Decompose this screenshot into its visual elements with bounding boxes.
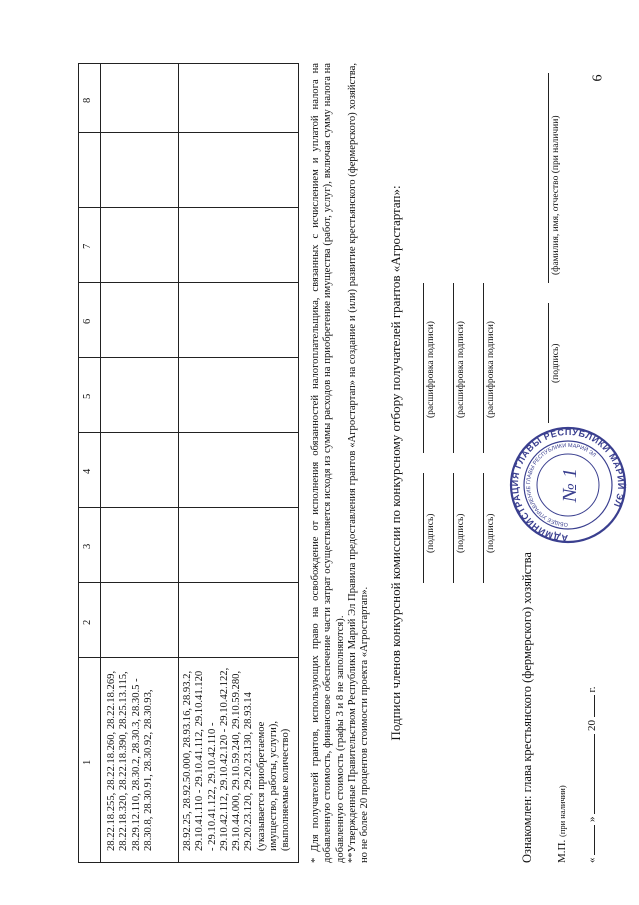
table-col-border (78, 432, 298, 433)
table-col-border (78, 207, 298, 208)
table-top-border (78, 63, 79, 863)
stamp-number: № 1 (559, 468, 581, 502)
table-header-border (100, 63, 101, 863)
column-number: 3 (82, 543, 93, 549)
commission-signature-row: (подпись) (расшифровка подписи) (453, 223, 481, 583)
table-col-border (78, 507, 298, 508)
column-number: 1 (82, 759, 93, 765)
table-row-okpd-codes: 28.22.18.255, 28.22.18.260, 28.22.18.269, 28.22.18.320, 28.22.18.390, 28.25.13.115, 28.29.12.110, 28.30.2, 28.30.3, 28.30.5 - 28.30.8, 28.30.91, 28.30.92, 28.30.93, (106, 670, 154, 851)
stamp-inner-text: ОБЩЕЕ УПРАВЛЕНИЕ ГЛАВЫ РЕСПУБЛИКИ МАРИЙ ЭЛ (525, 442, 597, 528)
column-number: 8 (82, 97, 93, 103)
footnotes (310, 63, 371, 863)
column-number: 7 (82, 243, 93, 249)
page-number: 6 (590, 74, 606, 82)
head-signature: (подпись) (548, 303, 588, 423)
commission-signature-row: (подпись) (расшифровка подписи) (483, 223, 511, 583)
rotated-document (78, 63, 638, 863)
table-col-border (78, 862, 298, 863)
footnote-vat: * Для получателей грантов, использующих право на освобождение от исполнения обязанностей налогоплательщика, связанных с исчислением и уплатой налога на добавленную стоимость, финансовое обеспечение части затрат осуществляется исходя из суммы расходов на приобретение имущества (работ, услуг), включая сумму налога на добавленную стоимость (графы 3 и 8 не заполняются). (310, 63, 346, 863)
table-col-border (78, 63, 298, 64)
commission-signature-row: (подпись) (расшифровка подписи) (423, 223, 451, 583)
column-number: 6 (82, 318, 93, 324)
column-number: 4 (82, 468, 93, 474)
date-line: « » 20 г. (586, 686, 598, 863)
seal-place-label: М.П. (при наличии) (556, 785, 568, 863)
acknowledgement-text: Ознакомлен: глава крестьянского (фермерского) хозяйства (520, 552, 534, 863)
footnote-rules: **Утвержденные Правительством Республики Марий Эл Правила предоставления грантов «Агростартап» на создание и (или) развитие крестьянского (фермерского) хозяйства, но не более 20 процентов стоимости проекта «Агростартап». (346, 63, 371, 863)
table-col-border (78, 582, 298, 583)
table-row-okpd-codes: 28.92.25, 28.92.50.000, 28.93.16, 28.93.2, 29.10.41.110 - 29.10.41.112, 29.10.41.120 - 29.10.41.122, 29.10.42.110 - 29.10.42.112, 29.10.42.120 - 29.10.42.122, 29.10.44.000, 29.10.59.240, 29.10.59.280, 29.20.23.120, 29.20.23.130, 28.93.14 (указывается приобретаемое имущество, работы, услуги), (выполняемые количество) (182, 667, 292, 851)
grant-cost-table (78, 63, 298, 863)
stamp-graphic (510, 427, 627, 543)
official-stamp (508, 425, 628, 545)
table-row-divider (178, 63, 179, 863)
table-col-border (78, 132, 298, 133)
table-col-border (78, 657, 298, 658)
column-number: 5 (82, 393, 93, 399)
table-bottom-border (298, 63, 299, 863)
table-col-border (78, 357, 298, 358)
commission-signatures-title: Подписи членов конкурсной комиссии по конкурсному отбору получателей грантов «Агростартап»: (388, 185, 403, 741)
column-number: 2 (82, 619, 93, 625)
table-col-border (78, 282, 298, 283)
head-fio: (фамилия, имя, отчество (при наличии) (548, 73, 588, 283)
stamp-outer-text: АДМИНИСТРАЦИЯ ГЛАВЫ РЕСПУБЛИКИ МАРИЙ ЭЛ (509, 426, 627, 544)
